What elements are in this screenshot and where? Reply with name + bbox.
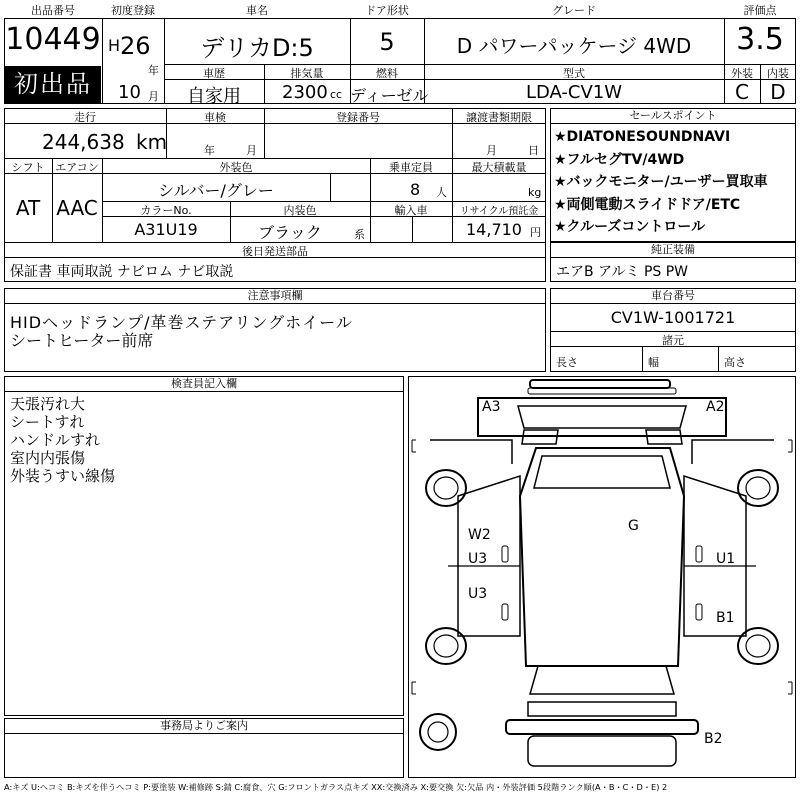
insp-month-unit: 月 <box>246 144 257 157</box>
ext-color-header: 外装色 <box>219 161 253 174</box>
yen-unit: 円 <box>530 226 541 239</box>
later-parts-value: 保証書 車両取説 ナビロム ナビ取説 <box>10 264 234 280</box>
capacity-header: 乗車定員 <box>389 161 433 174</box>
interior-header: 内装 <box>767 67 789 80</box>
inspector-note-line: 天張汚れ大 <box>10 395 86 413</box>
door-header: ドア形状 <box>350 4 424 19</box>
transfer-deadline-header: 譲渡書類期限 <box>466 111 532 124</box>
era: H <box>108 36 121 55</box>
reg-no-header: 登録番号 <box>336 111 380 124</box>
chassis-header: 車台番号 <box>551 289 795 304</box>
car-damage-diagram <box>408 376 796 778</box>
cc-unit: cc <box>330 88 343 101</box>
std-equip-header: 純正装備 <box>551 243 795 258</box>
mark-w2: W2 <box>468 527 491 543</box>
lot-no-header: 出品番号 <box>4 4 102 19</box>
sales-point-item: ★バックモニター/ユーザー買取車 <box>554 174 768 190</box>
capacity-value: 8 <box>410 180 421 199</box>
max-load-header: 最大積載量 <box>471 161 527 174</box>
aircon-header: エアコン <box>55 161 99 174</box>
color-no-value: A31U19 <box>134 220 198 239</box>
notes-line-2: シートヒーター前席 <box>10 331 154 350</box>
kg-unit: kg <box>528 186 542 199</box>
int-color-value: ブラック <box>258 223 322 242</box>
mark-g: G <box>628 518 639 534</box>
inspection-header: 車検 <box>204 111 226 124</box>
mark-b1: B1 <box>716 610 735 626</box>
inspector-note-line: ハンドルすれ <box>10 431 101 449</box>
person-unit: 人 <box>436 186 447 199</box>
std-equip-value: エアB アルミ PS PW <box>556 264 689 280</box>
length-label: 長さ <box>556 356 578 369</box>
score-value: 3.5 <box>736 22 784 57</box>
height-label: 高さ <box>724 356 746 369</box>
mark-a3: A3 <box>482 399 501 415</box>
inspector-notes <box>10 395 115 485</box>
shift-value: AT <box>15 196 41 220</box>
km-unit: km <box>136 130 168 154</box>
sales-points-list <box>554 126 794 239</box>
ext-color-value: シルバー/グレー <box>158 181 274 200</box>
sales-point-item: ★フルセグTV/4WD <box>554 151 685 168</box>
model-value: LDA-CV1W <box>525 82 623 103</box>
grade-header: グレード <box>424 4 724 19</box>
mileage-value: 244,638 <box>42 130 125 154</box>
later-parts-header: 後日発送部品 <box>242 245 308 258</box>
car-name-header: 車名 <box>164 4 350 19</box>
history-value: 自家用 <box>187 86 241 107</box>
car-name: デリカD:5 <box>200 34 314 62</box>
model-header: 型式 <box>563 67 585 80</box>
notes-header: 注意事項欄 <box>5 289 545 304</box>
score-header: 評価点 <box>724 4 796 19</box>
sales-point-item: ★DIATONESOUNDNAVI <box>554 129 731 145</box>
series-unit: 系 <box>354 228 365 241</box>
fuel-value: ディーゼル <box>350 86 429 105</box>
recycle-value: 14,710 <box>466 220 522 239</box>
inspector-note-line: 室内内張傷 <box>10 449 86 467</box>
year-unit: 年 <box>148 64 159 77</box>
inspector-header: 検査員記入欄 <box>5 377 403 392</box>
first-listing-badge: 初出品 <box>5 66 101 103</box>
chassis-value: CV1W-1001721 <box>610 308 736 327</box>
door-value: 5 <box>379 28 395 56</box>
first-reg-header: 初度登録 <box>102 4 164 19</box>
mileage-header: 走行 <box>74 111 96 124</box>
mark-b2: B2 <box>704 731 723 747</box>
insp-year-unit: 年 <box>204 144 215 157</box>
interior-grade: D <box>770 80 786 104</box>
exterior-header: 外装 <box>731 67 753 80</box>
sales-point-item: ★両側電動スライドドア/ETC <box>554 196 741 213</box>
fuel-header: 燃料 <box>376 67 398 80</box>
notes-line-1: HIDヘッドランプ/革巻ステアリングホイール <box>10 313 353 332</box>
legend: A:キズ U:ヘコミ B:キズを伴うヘコミ P:要塗装 W:補修跡 S:錆 C:腐食、穴 G:フロントガラス点キズ XX:交換済み X:要交換 欠:欠品 内・外装評価 5段階ランク順(A・B・C・D・E) 2 <box>4 782 668 792</box>
mark-u3-rear: U3 <box>468 586 488 602</box>
inspector-note-line: 外装うすい線傷 <box>10 467 116 485</box>
mark-a2: A2 <box>706 399 725 415</box>
sales-points-header: セールスポイント <box>551 109 795 124</box>
displacement-value: 2300 <box>282 82 328 103</box>
reg-month: 10 <box>118 82 141 103</box>
aircon-value: AAC <box>56 196 98 220</box>
history-header: 車歴 <box>203 67 225 80</box>
month-unit: 月 <box>148 90 159 103</box>
inspector-note-line: シートすれ <box>10 413 85 431</box>
grade-value: D パワーパッケージ 4WD <box>456 34 692 58</box>
lot-number: 10449 <box>5 22 101 57</box>
sales-point-item: ★クルーズコントロール <box>554 219 706 235</box>
color-no-header: カラーNo. <box>140 204 192 217</box>
shift-header: シフト <box>11 161 45 174</box>
mark-u1: U1 <box>716 551 736 567</box>
exterior-grade: C <box>735 80 749 104</box>
reg-year: 26 <box>120 32 151 60</box>
transfer-month-unit: 月 <box>486 144 497 157</box>
transfer-day-unit: 日 <box>528 144 539 157</box>
recycle-header: リサイクル預託金 <box>459 206 539 217</box>
import-header: 輸入車 <box>394 204 428 217</box>
displacement-header: 排気量 <box>290 67 324 80</box>
int-color-header: 内装色 <box>283 204 317 217</box>
office-header: 事務局よりご案内 <box>5 719 403 734</box>
width-label: 幅 <box>648 356 659 369</box>
mark-u3-front: U3 <box>468 551 488 567</box>
dims-header: 諸元 <box>662 334 684 347</box>
